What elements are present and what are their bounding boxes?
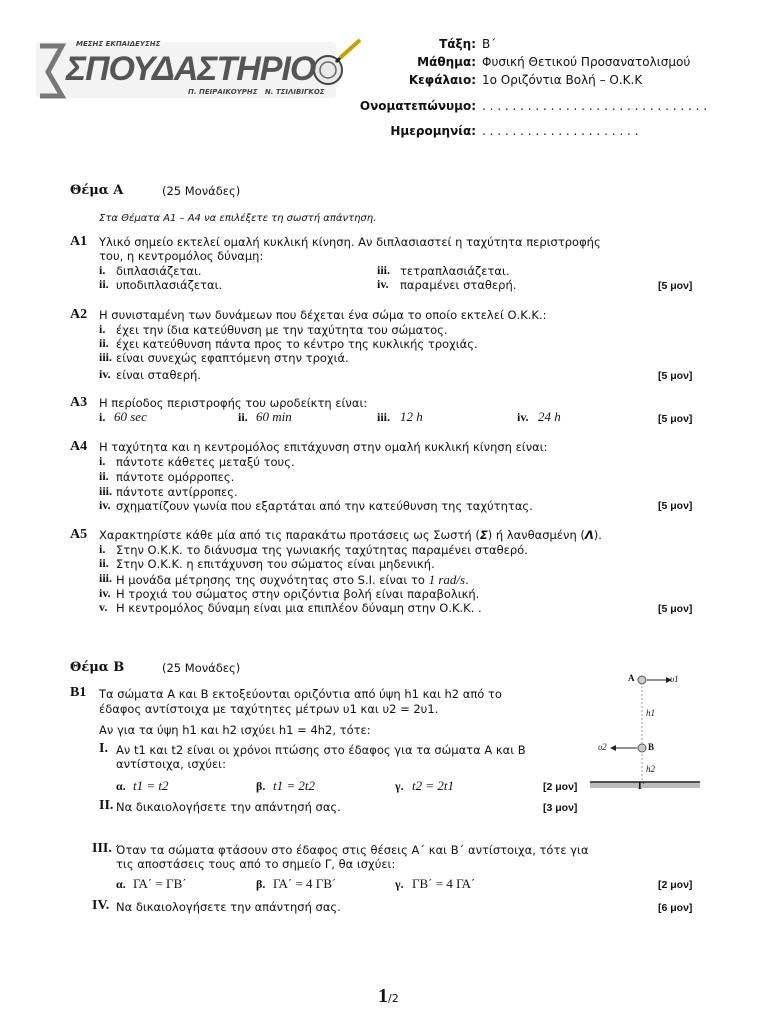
name-field[interactable]: . . . . . . . . . . . . . . . . . . . . . . . . . . . . . . — [482, 99, 708, 113]
a5-true-symbol: Σ — [479, 528, 488, 542]
question-a1-text-2: του, η κεντρομόλος δύναμη: — [99, 249, 264, 263]
a5-item-iii-a: Η μονάδα μέτρησης της συχνότητας στο S.I. είναι το — [116, 573, 429, 587]
figure-label-g: Γ — [638, 781, 645, 792]
a3-option-ii: 60 min — [256, 409, 292, 424]
name-label: Ονοματεπώνυμο: — [359, 99, 476, 113]
date-label: Ημερομηνία: — [390, 124, 476, 138]
logo-authors: Π. ΠΕΙΡΑΙΚΟΥΡΗΣ Ν. ΤΣΙΛΙΒΙΓΚΟΣ — [188, 88, 325, 96]
a5-text-b: ) ή λανθασμένη ( — [487, 528, 585, 542]
a4-option-ii-label: ii. — [99, 469, 109, 483]
a4-option-iii-label: iii. — [99, 484, 113, 498]
figure-label-b: B — [648, 742, 655, 752]
page-number — [378, 985, 399, 1008]
a5-item-i-label: i. — [99, 542, 106, 556]
logo-subtitle: ΜΕΣΗΣ ΕΚΠΑΙΔΕΥΣΗΣ — [76, 40, 161, 48]
a4-option-ii: πάντοτε ομόρροπες. — [116, 470, 235, 484]
b1-part-iv-number: IV. — [92, 898, 110, 913]
figure-label-u2: υ2 — [598, 742, 607, 752]
b1-part-iii-number: III. — [92, 841, 112, 856]
a5-item-iv: Η τροχιά του σώματος στην οριζόντια βολή είναι παραβολική. — [116, 587, 480, 601]
b1-part-iii-text-1: Όταν τα σώματα φτάσουν στο έδαφος στις θέσεις Α΄ και Β΄ αντίστοιχα, τότε για — [116, 843, 589, 857]
b1-iv-marks: [6 μον] — [658, 902, 693, 914]
b1-ii-marks: [3 μον] — [543, 802, 578, 814]
a4-option-i-label: i. — [99, 454, 106, 468]
logo-title: ΣΠΟΥΔΑΣΤΗΡΙΟ — [66, 50, 316, 88]
b1-part-iv-text: Να δικαιολογήσετε την απάντησή σας. — [116, 900, 341, 914]
a2-option-i: έχει την ίδια κατεύθυνση με την ταχύτητα του σώματος. — [116, 323, 448, 337]
question-a3-number: Α3 — [70, 395, 88, 410]
question-a3-text: Η περίοδος περιστροφής του ωροδείκτη είναι: — [99, 396, 368, 410]
a5-item-iii-label: iii. — [99, 571, 113, 585]
a5-marks: [5 μον] — [658, 603, 693, 615]
a1-option-i: διπλασιάζεται. — [116, 264, 202, 278]
b1-part-iii-text-2: τις αποστάσεις τους από το σημείο Γ, θα ισχύει: — [116, 857, 396, 871]
b1-line-3: Αν για τα ύψη h1 και h2 ισχύει h1 = 4h2, τότε: — [99, 723, 371, 737]
a5-item-ii: Στην Ο.Κ.Κ. η επιτάχυνση του σώματος είναι μηδενική. — [116, 557, 435, 571]
b1-iii-option-a-label: α. — [116, 877, 126, 891]
a2-option-iv: είναι σταθερή. — [116, 368, 201, 382]
a3-option-iii-label: iii. — [377, 410, 391, 424]
a3-option-iv-label: iv. — [517, 410, 529, 424]
b1-i-option-b: t1 = 2t2 — [273, 778, 315, 793]
b1-iii-option-c: ΓΒ΄ = 4 ΓΑ΄ — [412, 876, 476, 891]
chapter-value: 1ο Οριζόντια Βολή – Ο.Κ.Κ — [482, 73, 643, 87]
figure-label-a: A — [628, 673, 635, 683]
a1-option-ii-label: ii. — [99, 277, 109, 291]
a4-option-iii: πάντοτε αντίρροπες. — [116, 485, 238, 499]
b1-figure — [590, 670, 700, 795]
question-a5-text — [99, 528, 602, 542]
a1-option-ii: υποδιπλασιάζεται. — [116, 278, 223, 292]
a5-item-iii-unit: 1 rad/s — [428, 572, 466, 587]
chapter-label: Κεφάλαιο: — [408, 73, 476, 87]
a5-text-c: ). — [593, 528, 602, 542]
a5-item-v: Η κεντρομόλος δύναμη είναι μια επιπλέον δύναμη στην Ο.Κ.Κ. . — [116, 601, 482, 615]
a3-option-iii: 12 h — [400, 409, 423, 424]
theme-a-points: (25 Μονάδες) — [162, 184, 241, 198]
a4-option-iv: σχηματίζουν γωνία που εξαρτάται από την κατεύθυνση της ταχύτητας. — [116, 499, 533, 513]
a5-item-i: Στην Ο.Κ.Κ. το διάνυσμα της γωνιακής ταχύτητας παραμένει σταθερό. — [116, 543, 528, 557]
b1-part-ii-number: II. — [99, 798, 114, 813]
theme-b-points: (25 Μονάδες) — [162, 661, 241, 675]
question-a5-number: Α5 — [70, 527, 88, 542]
b1-part-i-text-1: Αν t1 και t2 είναι οι χρόνοι πτώσης στο έδαφος για τα σώματα Α και Β — [116, 743, 526, 757]
a1-option-iii-label: iii. — [377, 263, 391, 277]
question-b1-number: Β1 — [70, 685, 87, 700]
date-field[interactable]: . . . . . . . . . . . . . . . . . . . . . — [482, 124, 639, 138]
page-current: 1 — [378, 985, 388, 1007]
a2-option-iii-label: iii. — [99, 350, 113, 364]
class-value: Β΄ — [482, 37, 497, 51]
question-a2-text: Η συνισταμένη των δυνάμεων που δέχεται ένα σώμα το οποίο εκτελεί Ο.Κ.Κ.: — [99, 308, 547, 322]
a1-option-iii: τετραπλασιάζεται. — [400, 264, 510, 278]
b1-i-marks: [2 μον] — [543, 781, 578, 793]
question-a1-number: Α1 — [70, 234, 88, 249]
b1-i-option-b-label: β. — [256, 779, 266, 793]
a5-item-iii — [116, 572, 469, 588]
a2-marks: [5 μον] — [658, 370, 693, 382]
page-total: /2 — [388, 992, 399, 1005]
a1-option-iv: παραμένει σταθερή. — [400, 278, 517, 292]
course-label: Μάθημα: — [417, 55, 476, 69]
b1-line-2: έδαφος αντίστοιχα με ταχύτητες μέτρων υ1 και υ2 = 2υ1. — [99, 702, 439, 716]
theme-b-title: Θέμα Β — [70, 660, 125, 675]
question-a4-text: Η ταχύτητα και η κεντρομόλος επιτάχυνση στην ομαλή κυκλική κίνηση είναι: — [99, 440, 548, 454]
a5-item-v-label: v. — [99, 600, 108, 614]
figure-label-u1: υ1 — [670, 674, 679, 684]
b1-i-option-a: t1 = t2 — [133, 778, 169, 793]
a1-marks: [5 μον] — [658, 280, 693, 292]
a1-option-iv-label: iv. — [377, 277, 389, 291]
b1-iii-option-b: ΓΑ΄ = 4 ΓΒ΄ — [273, 876, 337, 891]
a4-option-i: πάντοτε κάθετες μεταξύ τους. — [116, 455, 295, 469]
b1-iii-marks: [2 μον] — [658, 879, 693, 891]
figure-label-h1: h1 — [646, 708, 655, 718]
a1-option-i-label: i. — [99, 263, 106, 277]
a2-option-i-label: i. — [99, 322, 106, 336]
b1-i-option-c-label: γ. — [395, 779, 404, 793]
question-a2-number: Α2 — [70, 307, 88, 322]
a4-marks: [5 μον] — [658, 500, 693, 512]
a5-item-iv-label: iv. — [99, 586, 111, 600]
a2-option-iii: είναι συνεχώς εφαπτόμενη στην τροχιά. — [116, 351, 349, 365]
question-a1-text-1: Υλικό σημείο εκτελεί ομαλή κυκλική κίνηση. Αν διπλασιαστεί η ταχύτητα περιστροφής — [99, 235, 601, 249]
class-label: Τάξη: — [439, 37, 476, 51]
b1-iii-option-a: ΓΑ΄ = ΓΒ΄ — [133, 876, 187, 891]
b1-i-option-a-label: α. — [116, 779, 126, 793]
a5-item-ii-label: ii. — [99, 556, 109, 570]
b1-iii-option-c-label: γ. — [395, 877, 404, 891]
a2-option-iv-label: iv. — [99, 367, 111, 381]
course-value: Φυσική Θετικού Προσανατολισμού — [482, 55, 691, 69]
logo — [36, 38, 366, 104]
a3-option-ii-label: ii. — [238, 410, 248, 424]
question-a4-number: Α4 — [70, 439, 88, 454]
a2-option-ii-label: ii. — [99, 336, 109, 350]
b1-line-1: Τα σώματα Α και Β εκτοξεύονται οριζόντια από ύψη h1 και h2 από το — [99, 687, 502, 701]
a2-option-ii: έχει κατεύθυνση πάντα προς το κέντρο της κυκλικής τροχιάς. — [116, 337, 478, 351]
theme-a-title: Θέμα Α — [70, 183, 124, 198]
a5-item-iii-c: . — [465, 573, 469, 587]
b1-i-option-c: t2 = 2t1 — [412, 778, 454, 793]
b1-part-ii-text: Να δικαιολογήσετε την απάντησή σας. — [116, 800, 341, 814]
a3-option-iv: 24 h — [538, 409, 561, 424]
a3-option-i: 60 sec — [114, 409, 147, 424]
a4-option-iv-label: iv. — [99, 498, 111, 512]
b1-part-i-number: I. — [99, 741, 108, 756]
a5-text-a: Χαρακτηρίστε κάθε μία από τις παρακάτω προτάσεις ως Σωστή ( — [99, 528, 480, 542]
a3-marks: [5 μον] — [658, 413, 693, 425]
figure-label-h2: h2 — [646, 764, 655, 774]
b1-part-i-text-2: αντίστοιχα, ισχύει: — [116, 757, 226, 771]
b1-iii-option-b-label: β. — [256, 877, 266, 891]
a3-option-i-label: i. — [99, 410, 106, 424]
theme-a-instruction: Στα Θέματα Α1 – Α4 να επιλέξετε τη σωστή απάντηση. — [99, 213, 377, 224]
a5-false-symbol: Λ — [584, 528, 594, 542]
projectile-diagram — [590, 670, 700, 795]
